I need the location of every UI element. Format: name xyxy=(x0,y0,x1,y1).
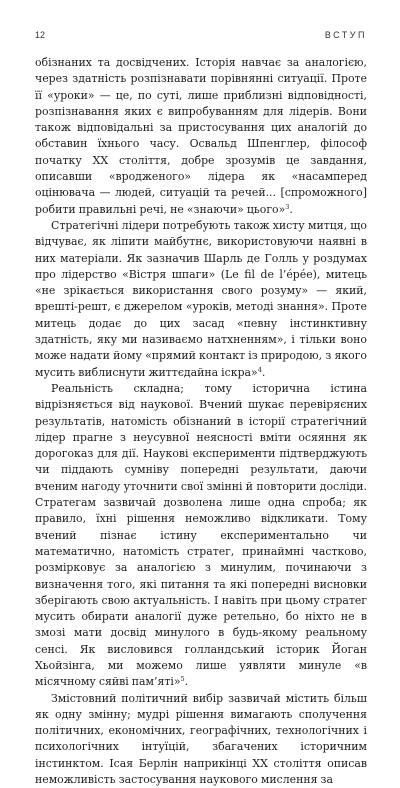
text-run: . xyxy=(184,675,189,689)
page-number: 12 xyxy=(35,30,46,40)
running-head: ВСТУП xyxy=(324,30,367,40)
text-run: обізнаних та досвідчених. Історія навчає за аналогією, через здатність розпізнавати порівнянні ситуації. Проте її «уроки» — це, по суті, лише приблизні відповідності, розпізнавання яких є випробуванням для лідерів. Вони також відповідальні за пристосування цих аналогій до обставин їхнього часу. Освальд Шпенглер, філософ початку XX століття, добре зрозумів це завдання, описавши «вродженого» лідера як «насамперед оцінювача — людей, ситуацій та речей... [спроможного] робити правильні речі, не «знаючи» цього» xyxy=(35,56,367,216)
paragraph xyxy=(35,218,367,381)
paragraph xyxy=(35,55,367,218)
page-header xyxy=(35,30,367,44)
footnote-marker: 4 xyxy=(257,365,262,374)
paragraph xyxy=(35,691,367,788)
text-run: Стратегічні лідери потребують також хисту митця, що відчуває, як ліпити майбутнє, використовуючи наявні в них матеріали. Як зазначив Шарль де Голль у роздумах про лідерство «Вістря шпаги» (Le fil de l’épée), митець «не зрікається використання свого розуму» — який, врешті-решт, є джерелом «уроків, методі знання». Проте митець додає до цих засад «певну інстинктивну здатність, яку ми називаємо натхненням», і тільки воно може надати йому «прямий контакт із природою, з якого мусить виблиснути життєдайна іскра» xyxy=(35,218,367,379)
text-run: . xyxy=(261,365,266,379)
footnote-marker: 5 xyxy=(180,675,185,684)
body-text xyxy=(35,55,367,788)
text-run: Реальність складна; тому історична істина відрізняється від наукової. Вчений шукає перевіряєних результатів, натомість обізнаний в історії стратегічний лідер прагне з неусувної неясності вміти осяяння як дорогоказ для дії. Наукові експерименти підтверджують чи піддають сумніву попередні результати, даючи вченим нагоду уточнити свої змінні й повторити досліди. Стратегам зазвичай дозволена лише одна спроба; як правило, їхні рішення неможливо відкликати. Тому вчений пізнає істину експериментально чи математично, натомість стратег, принаймні частково, розмірковує за аналогією з минулим, починаючи з визначення того, які питання та які попередні висновки зберігають свою актуальність. І навіть при цьому стратег мусить обирати аналогії дуже ретельно, бо ніхто не в змозі мати досвід минулого в будь-якому реальному сенсі. Як висловився голландський історик Йоган Хьойзінга, ми можемо лише уявляти минуле «в місячному сяйві пам’яті» xyxy=(35,381,367,689)
text-run: Змістовний політичний вибір зазвичай містить більш як одну змінну; мудрі рішення вимагають сполучення політичних, економічних, географічних, технологічних і психологічних інтуїцій, збагачених історичним інстинктом. Ісая Берлін наприкінці XX століття описав неможливість застосування наукового мислення за xyxy=(35,691,367,787)
paragraph xyxy=(35,381,367,691)
text-run: . xyxy=(289,202,293,216)
footnote-marker: 3 xyxy=(285,202,290,211)
